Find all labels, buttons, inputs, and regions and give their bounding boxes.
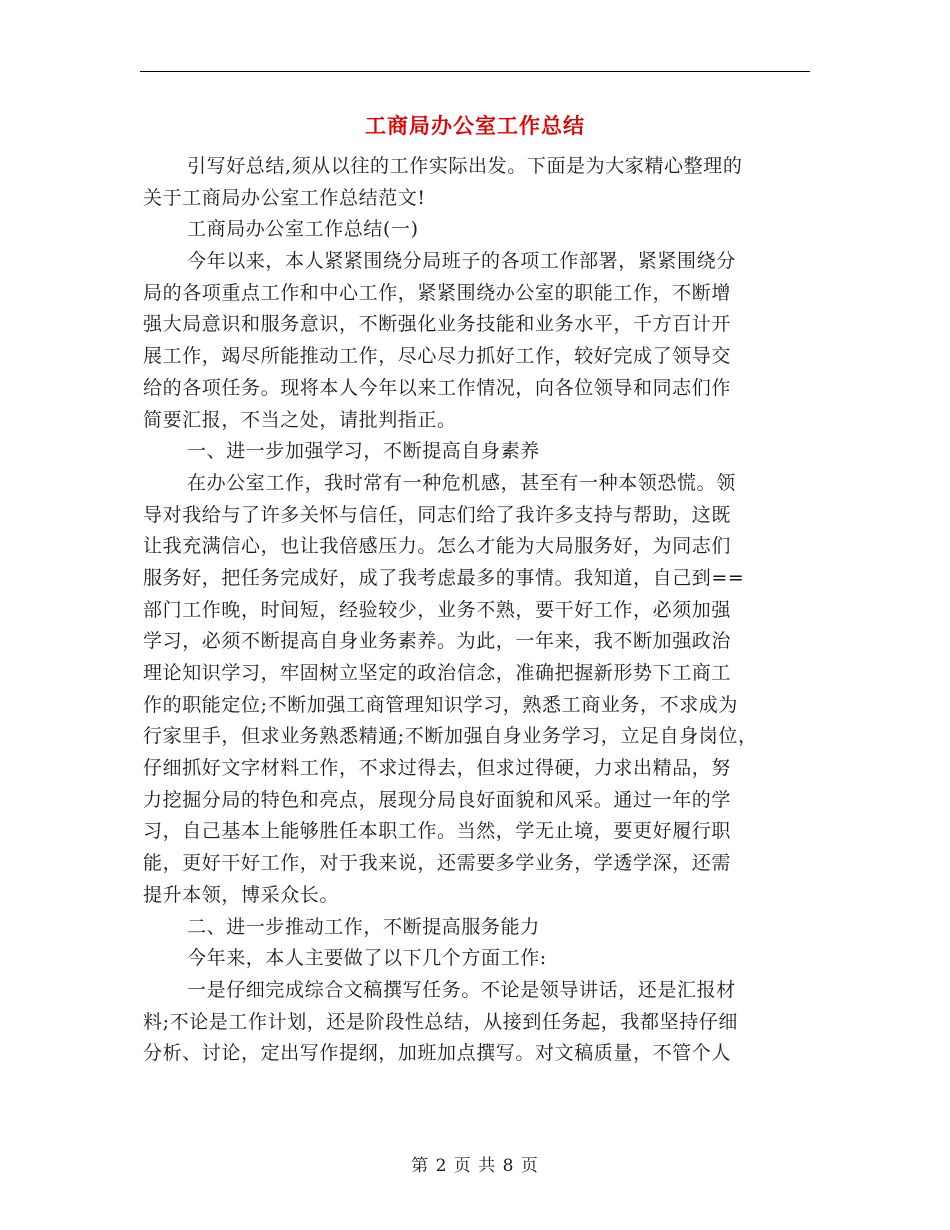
body-line: 学习，必须不断提高自身业务素养。为此，一年来，我不断加强政治 [143, 630, 732, 653]
body-line: 部门工作晚，时间短，经验较少，业务不熟，要干好工作，必须加强 [143, 598, 732, 621]
body-line: 简要汇报，不当之处，请批判指正。 [143, 408, 457, 431]
body-line: 料;不论是工作计划，还是阶段性总结，从接到任务起，我都坚持仔细 [143, 1010, 739, 1033]
body-line: 关于工商局办公室工作总结范文! [143, 186, 426, 209]
body-line: 作的职能定位;不断加强工商管理知识学习，熟悉工商业务，不求成为 [143, 693, 739, 716]
body-line: 今年以来，本人紧紧围绕分局班子的各项工作部署，紧紧围绕分 [187, 250, 736, 273]
body-line: 让我充满信心，也让我倍感压力。怎么才能为大局服务好，为同志们 [143, 535, 732, 558]
body-line: 给的各项任务。现将本人今年以来工作情况，向各位领导和同志们作 [143, 376, 732, 399]
body-line: 分析、讨论，定出写作提纲，加班加点撰写。对文稿质量，不管个人 [143, 1042, 732, 1065]
body-line: 一是仔细完成综合文稿撰写任务。不论是领导讲话，还是汇报材 [187, 978, 736, 1001]
body-line: 能，更好干好工作，对于我来说，还需要多学业务，学透学深，还需 [143, 852, 732, 875]
body-line: 二、进一步推动工作，不断提高服务能力 [187, 915, 540, 938]
body-line: 强大局意识和服务意识，不断强化业务技能和业务水平，千方百计开 [143, 313, 732, 336]
body-line: 一、进一步加强学习，不断提高自身素养 [187, 440, 540, 463]
body-line: 习，自己基本上能够胜任本职工作。当然，学无止境，要更好履行职 [143, 820, 732, 843]
body-line: 今年来，本人主要做了以下几个方面工作: [187, 947, 547, 970]
body-line: 行家里手，但求业务熟悉精通;不断加强自身业务学习，立足自身岗位， [143, 725, 758, 748]
body-line: 在办公室工作，我时常有一种危机感，甚至有一种本领恐慌。领 [187, 471, 736, 494]
body-line: 力挖掘分局的特色和亮点，展现分局良好面貌和风采。通过一年的学 [143, 788, 732, 811]
body-line: 仔细抓好文字材料工作，不求过得去，但求过得硬，力求出精品，努 [143, 757, 732, 780]
body-line: 局的各项重点工作和中心工作，紧紧围绕办公室的职能工作，不断增 [143, 281, 732, 304]
header-rule [140, 71, 810, 72]
page-footer: 第 2 页 共 8 页 [411, 1156, 539, 1176]
body-line: 引写好总结,须从以往的工作实际出发。下面是为大家精心整理的 [187, 155, 743, 177]
body-line: 展工作，竭尽所能推动工作，尽心尽力抓好工作，较好完成了领导交 [143, 345, 732, 368]
body-line: 导对我给与了许多关怀与信任，同志们给了我许多支持与帮助，这既 [143, 503, 732, 526]
body-line: 提升本领，博采众长。 [143, 883, 340, 906]
body-line: 服务好，把任务完成好，成了我考虑最多的事情。我知道，自己到== [143, 566, 745, 589]
body-line: 理论知识学习，牢固树立坚定的政治信念，准确把握新形势下工商工 [143, 662, 732, 684]
document-body [143, 151, 813, 1070]
body-line: 工商局办公室工作总结(一) [187, 218, 419, 241]
document-title: 工商局办公室工作总结 [365, 113, 585, 138]
